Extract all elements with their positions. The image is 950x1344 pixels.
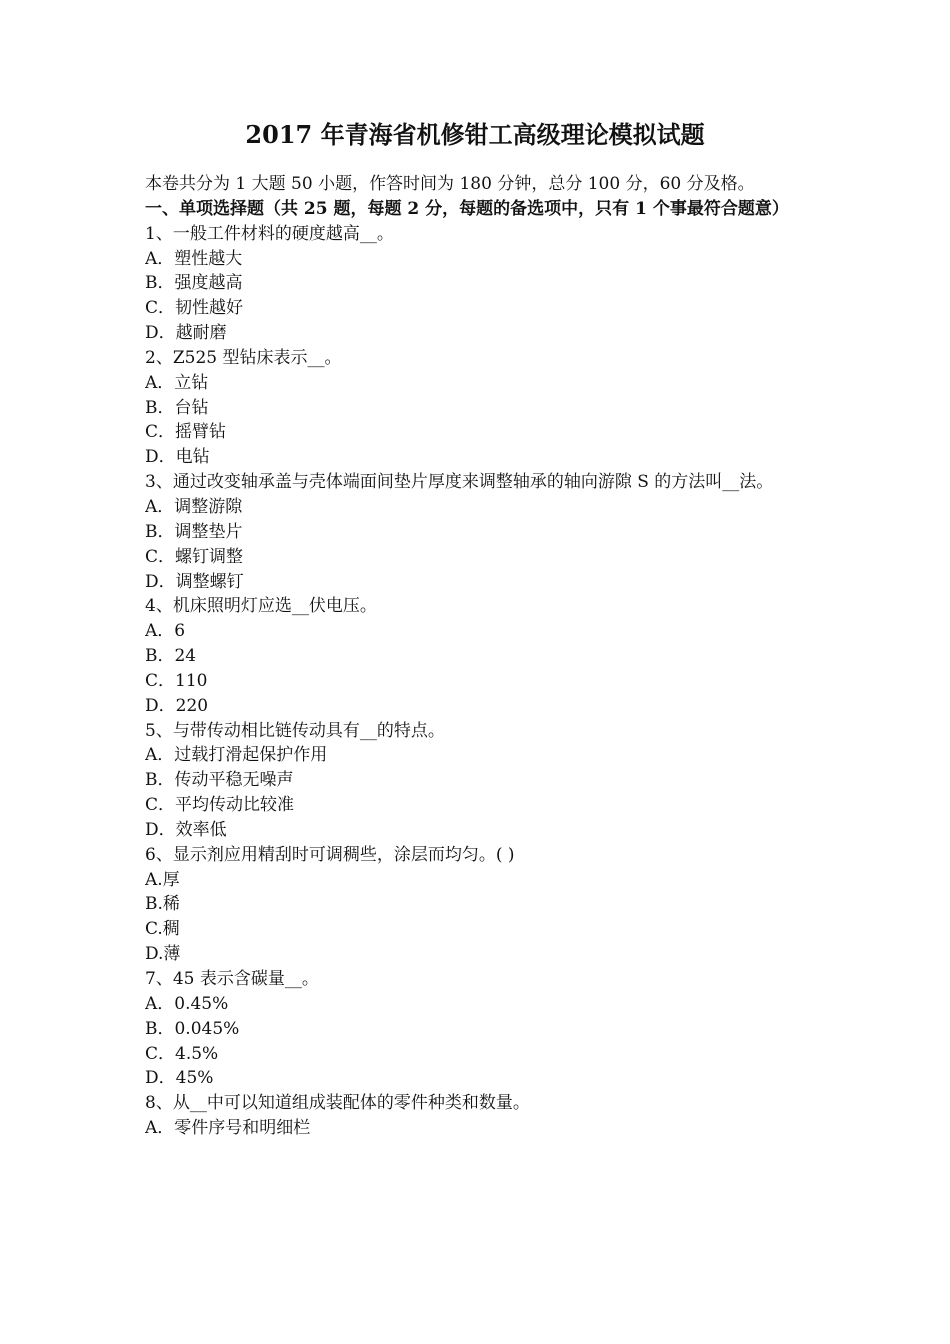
option-d: D．45% <box>145 1068 214 1089</box>
option-a: A．立钻 <box>145 372 209 393</box>
question-item <box>145 346 810 470</box>
question-item <box>145 843 810 967</box>
question-item <box>145 222 810 346</box>
question-stem: 1、一般工件材料的硬度越高__。 <box>145 223 394 244</box>
question-stem: 5、与带传动相比链传动具有__的特点。 <box>145 720 445 741</box>
option-a: A.厚 <box>145 869 180 890</box>
option-a: A．0.45% <box>145 993 229 1014</box>
option-b: B．台钻 <box>145 397 209 418</box>
option-b: B．0.045% <box>145 1018 240 1039</box>
option-b: B．传动平稳无噪声 <box>145 770 294 791</box>
option-c: C．摇臂钻 <box>145 422 227 443</box>
question-stem: 4、机床照明灯应选__伏电压。 <box>145 596 377 617</box>
question-item <box>145 470 810 594</box>
option-c: C.稠 <box>145 919 180 940</box>
exam-intro: 本卷共分为 1 大题 50 小题，作答时间为 180 分钟，总分 100 分，60 分及格。 <box>145 174 755 194</box>
section-heading: 一、单项选择题（共 25 题，每题 2 分，每题的备选项中，只有 1 个事最符合题意） <box>145 198 789 219</box>
question-stem: 2、Z525 型钻床表示__。 <box>145 347 342 368</box>
option-a: A．6 <box>145 621 186 642</box>
question-stem: 7、45 表示含碳量__。 <box>145 969 319 989</box>
question-item <box>145 594 810 718</box>
question-stem: 8、从__中可以知道组成装配体的零件种类和数量。 <box>145 1093 530 1114</box>
option-d: D．电钻 <box>145 447 210 468</box>
option-b: B．调整垫片 <box>145 521 243 542</box>
option-c: C．螺钉调整 <box>145 546 244 567</box>
option-d: D．越耐磨 <box>145 323 227 344</box>
option-a: A．调整游隙 <box>145 496 243 517</box>
option-b: B.稀 <box>145 894 180 915</box>
option-d: D．调整螺钉 <box>145 571 244 592</box>
question-item <box>145 1091 810 1141</box>
question-item <box>145 967 810 1091</box>
option-d: D．效率低 <box>145 819 227 840</box>
option-d: D.薄 <box>145 944 181 965</box>
option-c: C．4.5% <box>145 1043 219 1064</box>
question-stem: 3、通过改变轴承盖与壳体端面间垫片厚度来调整轴承的轴向游隙 S 的方法叫__法。 <box>145 472 774 493</box>
option-c: C．平均传动比较准 <box>145 795 295 816</box>
question-stem: 6、显示剂应用精刮时可调稠些，涂层而均匀。( ) <box>145 844 515 865</box>
option-c: C．韧性越好 <box>145 298 244 319</box>
question-item <box>145 719 810 843</box>
option-a: A．过载打滑起保护作用 <box>145 745 328 766</box>
option-b: B．24 <box>145 646 197 667</box>
option-a: A．零件序号和明细栏 <box>145 1118 311 1139</box>
option-a: A．塑性越大 <box>145 248 243 269</box>
option-b: B．强度越高 <box>145 273 243 294</box>
document-title: 2017 年青海省机修钳工高级理论模拟试题 <box>245 120 705 149</box>
option-d: D．220 <box>145 695 209 716</box>
document-body <box>145 172 810 1141</box>
option-c: C．110 <box>145 670 208 691</box>
